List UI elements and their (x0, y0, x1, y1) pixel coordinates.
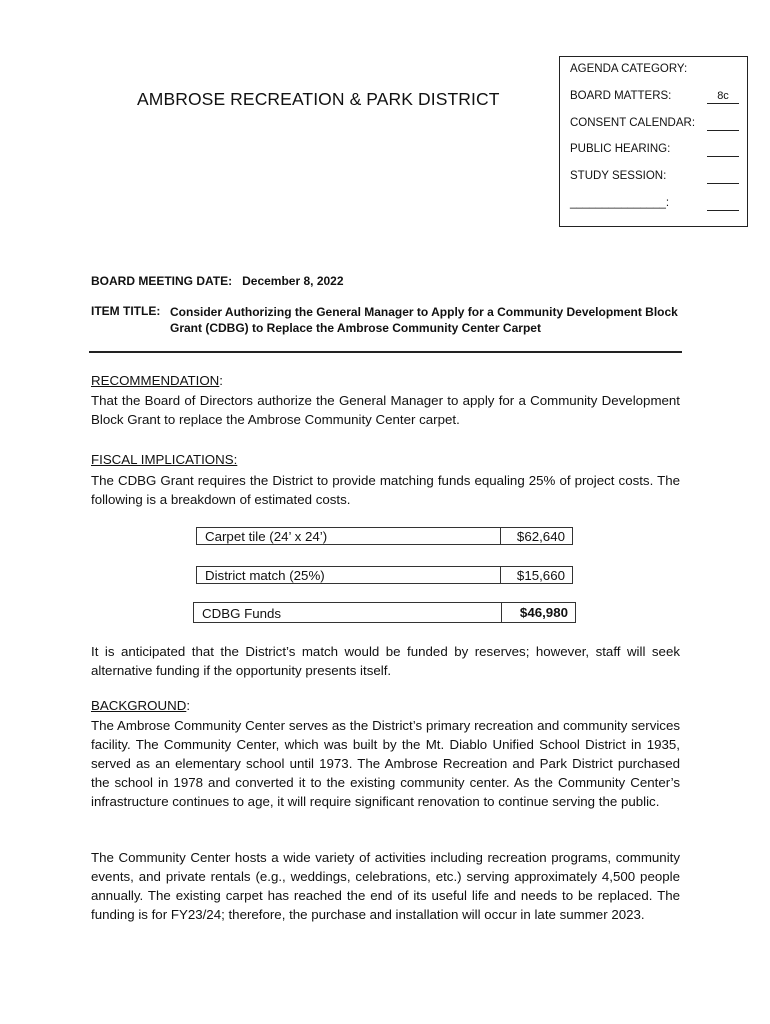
section-divider (89, 351, 682, 353)
cost-row-district-match (196, 566, 573, 584)
cost-amount: $15,660 (500, 567, 572, 583)
background-heading-colon: : (186, 698, 191, 713)
agenda-row-other (570, 197, 739, 213)
agenda-row-value (707, 170, 739, 184)
agenda-row-study-session (570, 170, 739, 186)
cost-row-carpet-tile (196, 527, 573, 545)
agenda-row-label: STUDY SESSION: (570, 170, 667, 182)
agenda-row-consent-calendar (570, 117, 739, 133)
cost-description: CDBG Funds (202, 606, 282, 621)
agenda-row-value (707, 117, 739, 131)
agenda-row-label: CONSENT CALENDAR: (570, 117, 696, 129)
agenda-category-label: AGENDA CATEGORY: (570, 63, 688, 75)
background-heading (91, 698, 190, 713)
fiscal-implications-heading: FISCAL IMPLICATIONS: (91, 452, 238, 467)
background-paragraph-2: The Community Center hosts a wide variety of activities including recreation programs, community events, and private rentals (e.g., weddings, celebrations, etc.) serving approximately 4,500 people annually. The existing carpet has reached the end of its useful life and needs to be replaced. The funding is for FY23/24; therefore, the purchase and installation will occur in late summer 2023. (91, 850, 680, 922)
cost-description: Carpet tile (24’ x 24’) (205, 529, 328, 544)
meeting-date-value: December 8, 2022 (242, 274, 344, 288)
agenda-row-value (707, 143, 739, 157)
agenda-row-public-hearing (570, 143, 739, 159)
recommendation-heading (91, 373, 223, 388)
background-paragraph-1: The Ambrose Community Center serves as the District’s primary recreation and community services facility. The Community Center, which was built by the Mt. Diablo Unified School District in 1935, served as an elementary school until 1973. The Ambrose Recreation and Park District purchased the school in 1978 and converted it to the existing community center. As the Community Center’s infrastructure continues to age, it will require significant renovation to continue serving the public. (91, 718, 680, 809)
item-title-text: Consider Authorizing the General Manager to Apply for a Community Development Block Grant (CDBG) to Replace the Ambrose Community Center Carpet (170, 305, 678, 335)
agenda-category-box (559, 56, 748, 227)
agenda-row-label: BOARD MATTERS: (570, 90, 672, 102)
fiscal-note-text: It is anticipated that the District’s match would be funded by reserves; however, staff will seek alternative funding if the opportunity presents itself. (91, 644, 680, 678)
recommendation-text: That the Board of Directors authorize the General Manager to apply for a Community Development Block Grant to replace the Ambrose Community Center carpet. (91, 393, 680, 427)
organization-title: AMBROSE RECREATION & PARK DISTRICT (137, 89, 500, 109)
agenda-row-label: _______________: (570, 197, 670, 209)
fiscal-intro-text: The CDBG Grant requires the District to provide matching funds equaling 25% of project costs. The following is a breakdown of estimated costs. (91, 473, 680, 507)
cost-amount: $46,980 (501, 603, 575, 622)
background-heading-text: BACKGROUND (91, 698, 187, 713)
agenda-row-label: PUBLIC HEARING: (570, 143, 671, 155)
cost-description: District match (25%) (205, 568, 325, 583)
item-title-label: ITEM TITLE: (91, 304, 161, 318)
recommendation-heading-text: RECOMMENDATION (91, 373, 220, 388)
agenda-row-value: 8c (707, 90, 739, 104)
recommendation-heading-colon: : (219, 373, 223, 388)
agenda-row-value (707, 197, 739, 211)
agenda-row-board-matters (570, 90, 739, 106)
cost-row-cdbg-funds (193, 602, 576, 623)
cost-amount: $62,640 (500, 528, 572, 544)
board-meeting-date (91, 274, 344, 288)
meeting-date-label: BOARD MEETING DATE: (91, 274, 233, 288)
